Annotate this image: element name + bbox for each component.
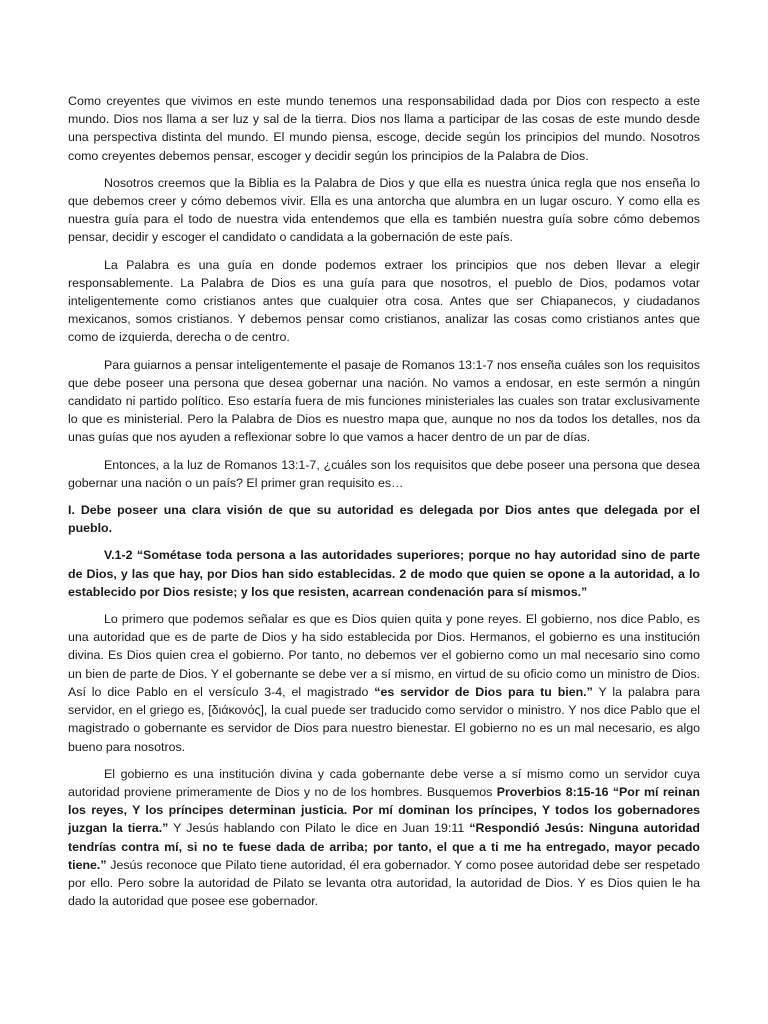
paragraph-text: Como creyentes que vivimos en este mundo tenemos una responsabilidad dada por Dios con respecto a este mundo. Dios nos llama a ser luz y sal de la tierra. Dios nos llama a participar de las cosas de este mundo desde una perspectiva distinta del mundo. El mundo piensa, escoge, decide según los principios del mundo. Nosotros como creyentes debemos pensar, escoger y decidir según los principios de la Palabra de Dios.	[68, 94, 700, 163]
paragraph-government	[68, 610, 700, 756]
paragraph-text: Y Jesús hablando con Pilato le dice en Juan 19:11	[168, 821, 470, 836]
paragraph-text: Nosotros creemos que la Biblia es la Palabra de Dios y que ella es nuestra única regla que nos enseña lo que debemos creer y cómo debemos vivir. Ella es una antorcha que alumbra en un lugar oscuro. Y como ella es nuestra guía para el todo de nuestra vida entendemos que ella es también nuestra guía sobre cómo debemos pensar, decidir y escoger el candidato o candidata a la gobernación de este país.	[68, 175, 700, 245]
paragraph-intro	[68, 92, 700, 165]
paragraph-guide	[68, 256, 700, 347]
paragraph-bible-rule	[68, 174, 700, 247]
document-page	[68, 92, 700, 919]
inline-quote: “es servidor de Dios para tu bien.”	[374, 684, 593, 699]
paragraph-romans	[68, 356, 700, 447]
inline-quote: Proverbios 8:15-16 “Por mí reinan los reyes, Y los príncipes determinan justicia. Por mí dominan los príncipes, Y todos los gobernadores juzgan la tierra.”	[68, 784, 700, 836]
section-heading	[68, 501, 700, 537]
paragraph-text: Jesús reconoce que Pilato tiene autoridad, él era gobernador. Y como posee autoridad debe ser respetado por ello. Pero sobre la autoridad de Pilato se levanta otra autoridad, la autoridad de Dios. Y es Dios quien le ha dado la autoridad que posee ese gobernador.	[68, 857, 700, 909]
paragraph-text: Para guiarnos a pensar inteligentemente el pasaje de Romanos 13:1-7 nos enseña cuáles son los requisitos que debe poseer una persona que desea gobernar una nación. No vamos a endosar, en este sermón a ningún candidato ni partido político. Eso estaría fuera de mis funciones ministeriales las cuales son tratar exclusivamente lo que es ministerial. Pero la Palabra de Dios es nuestro mapa que, aunque no nos da todos los detalles, nos da unas guías que nos ayuden a reflexionar sobre lo que vamos a hacer dentro de un par de días.	[68, 357, 700, 445]
paragraph-text: Lo primero que podemos señalar es que es Dios quien quita y pone reyes. El gobierno, nos dice Pablo, es una autoridad que es de parte de Dios y ha sido establecida por Dios. Hermanos, el gobierno es una institución divina. Es Dios quien crea el gobierno. Por tanto, no debemos ver el gobierno como un mal necesario sino como un bien de parte de Dios. Y el gobernante se debe ver a sí mismo, en virtud de su oficio como un ministro de Dios. Así lo dice Pablo en el versículo 3-4, el magistrado	[68, 612, 700, 699]
paragraph-text: Entonces, a la luz de Romanos 13:1-7, ¿cuáles son los requisitos que debe poseer una persona que desea gobernar una nación o un país? El primer gran requisito es…	[68, 457, 700, 490]
paragraph-divine-institution	[68, 765, 700, 911]
paragraph-question	[68, 456, 700, 492]
quote-text: V.1-2 “Sométase toda persona a las autoridades superiores; porque no hay autoridad sino de parte de Dios, y las que hay, por Dios han sido establecidas. 2 de modo que quien se opone a la autoridad, a lo establecido por Dios resiste; y los que resisten, acarrean condenación para sí mismos.”	[68, 548, 700, 599]
inline-quote: “Respondió Jesús: Ninguna autoridad tendrías contra mí, si no te fuese dada de arriba; por tanto, el que a ti me ha entregado, mayor pecado tiene.”	[68, 821, 700, 872]
paragraph-text: Y la palabra para servidor, en el griego es, [διάκονός], la cual puede ser traducido como servidor o ministro. Y nos dice Pablo que el magistrado o gobernante es servidor de Dios para nuestro bienestar. El gobierno no es un mal necesario, es algo bueno para nosotros.	[68, 684, 700, 754]
paragraph-text: La Palabra es una guía en donde podemos extraer los principios que nos deben llevar a elegir responsablemente. La Palabra de Dios es una guía para que nosotros, el pueblo de Dios, podamos votar inteligentemente como cristianos antes que cualquier otra cosa. Antes que ser Chiapanecos, y ciudadanos mexicanos, somos cristianos. Y debemos pensar como cristianos, analizar las cosas como cristianos antes que como de izquierda, derecha o de centro.	[68, 257, 700, 345]
paragraph-text: El gobierno es una institución divina y cada gobernante debe verse a sí mismo como un servidor cuya autoridad proviene primeramente de Dios y no de los hombres. Busquemos	[68, 766, 700, 799]
scripture-quote	[68, 546, 700, 601]
heading-text: I. Debe poseer una clara visión de que su autoridad es delegada por Dios antes que delegada por el pueblo.	[68, 503, 700, 536]
